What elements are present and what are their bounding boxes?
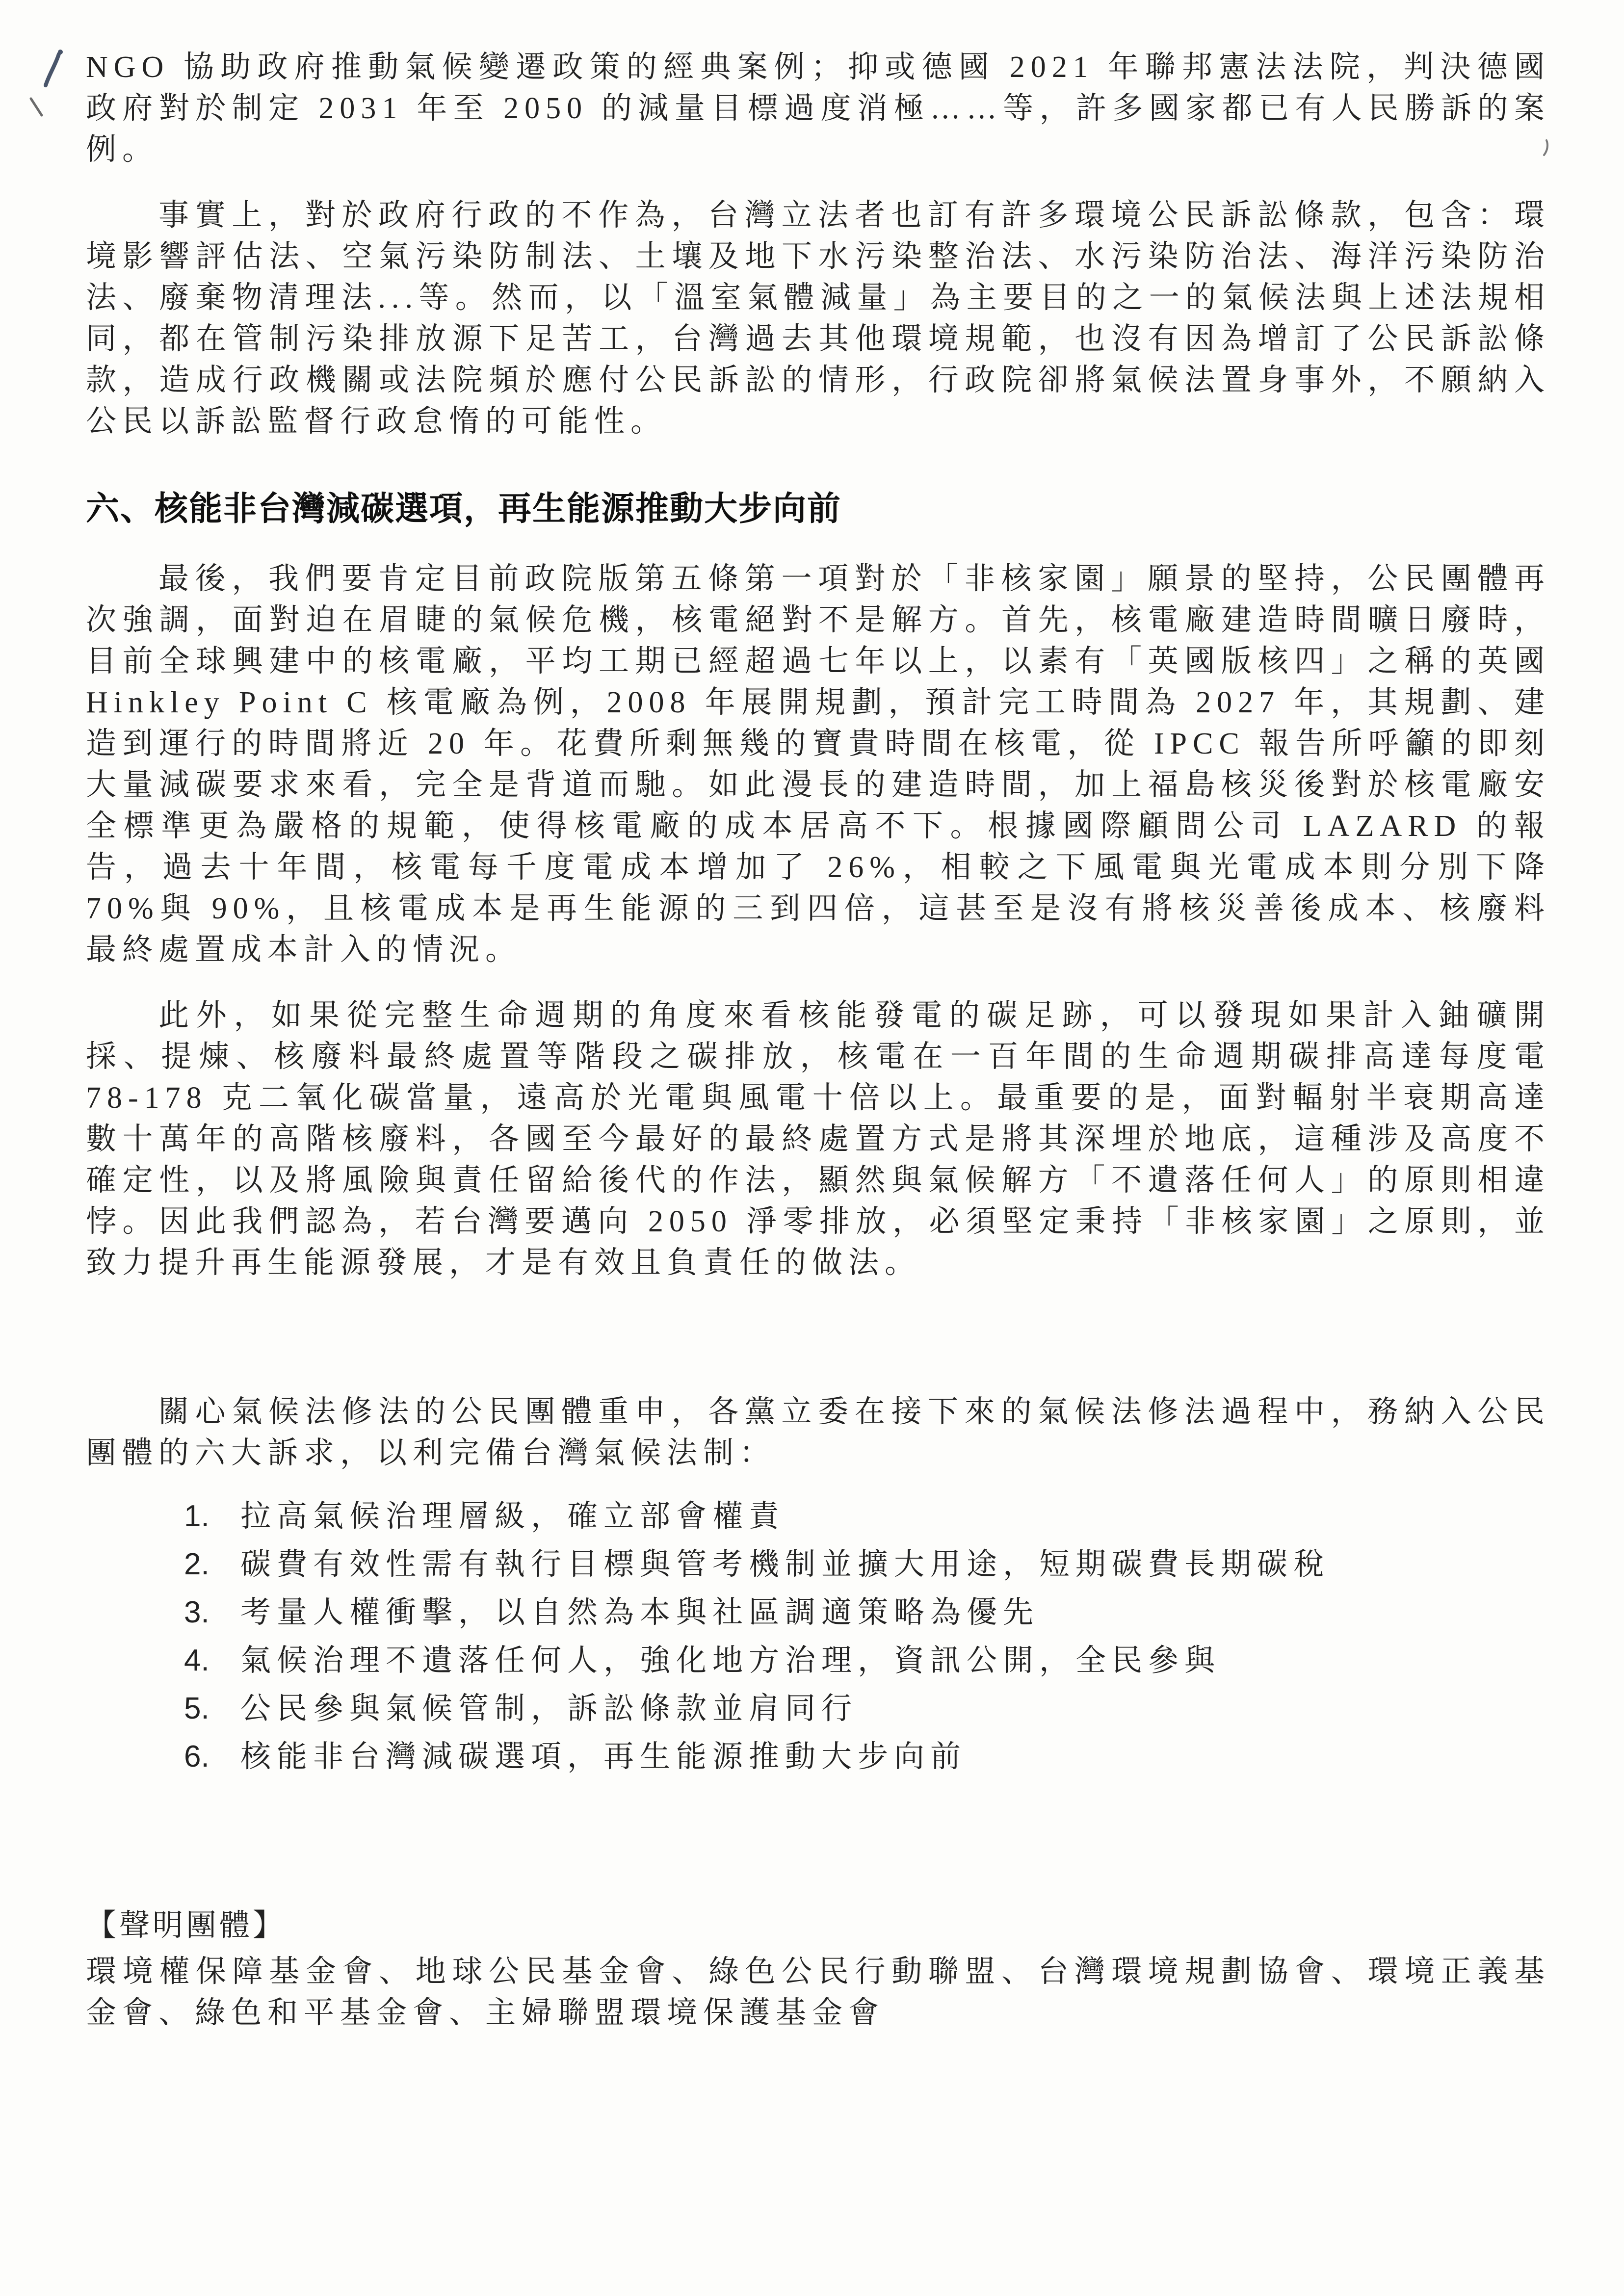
demand-number: 6. (184, 1740, 210, 1774)
statement-section (86, 1905, 1550, 2034)
demand-item-6 (184, 1736, 1550, 1777)
demand-text: 拉高氣候治理層級，確立部會權責 (240, 1500, 786, 1533)
demand-item-2 (184, 1544, 1550, 1585)
paragraph-demands-intro: 關心氣候法修法的公民團體重申，各黨立委在接下來的氣候法修法過程中，務納入公民團體的六大訴求，以利完備台灣氣候法制： (86, 1395, 1550, 1470)
demand-text: 碳費有效性需有執行目標與管考機制並擴大用途，短期碳費長期碳稅 (240, 1548, 1330, 1581)
demand-text: 公民參與氣候管制，訴訟條款並肩同行 (240, 1692, 858, 1725)
statement-groups-list: 環境權保障基金會、地球公民基金會、綠色公民行動聯盟、台灣環境規劃協會、環境正義基金會、綠色和平基金會、主婦聯盟環境保護基金會 (86, 1955, 1550, 2030)
demand-number: 1. (184, 1499, 210, 1533)
demand-number: 3. (184, 1595, 210, 1629)
paragraph-ngo-court-cases: NGO 協助政府推動氣候變遷政策的經典案例；抑或德國 2021 年聯邦憲法法院，判決德國政府對於制定 2031 年至 2050 的減量目標過度消極……等，許多國家都已有人民勝訴的案例。 (86, 51, 1550, 166)
demand-number: 5. (184, 1692, 210, 1725)
demand-number: 4. (184, 1644, 210, 1677)
paragraph-citizen-lawsuit-clauses: 事實上，對於政府行政的不作為，台灣立法者也訂有許多環境公民訴訟條款，包含：環境影響評估法、空氣污染防制法、土壤及地下水污染整治法、水污染防治法、海洋污染防治法、廢棄物清理法...等。然而，以「溫室氣體減量」為主要目的之一的氣候法與上述法規相同，都在管制污染排放源下足苦工，台灣過去其他環境規範，也沒有因為增訂了公民訴訟條款，造成行政機關或法院頻於應付公民訴訟的情形，行政院卻將氣候法置身事外，不願納入公民以訴訟監督行政怠惰的可能性。 (86, 199, 1550, 438)
demand-number: 2. (184, 1547, 210, 1581)
paragraph-nuclear-cost-argument: 最後，我們要肯定目前政院版第五條第一項對於「非核家園」願景的堅持，公民團體再次強調，面對迫在眉睫的氣候危機，核電絕對不是解方。首先，核電廠建造時間曠日廢時，目前全球興建中的核電廠，平均工期已經超過七年以上，以素有「英國版核四」之稱的英國 Hinkley Point C 核電廠為例，2008 年展開規劃，預計完工時間為 2027 年，其規劃、建造到運行的時間將近 20 年。花費所剩無幾的寶貴時間在核電，從 IPCC 報告所呼籲的即刻大量減碳要求來看，完全是背道而馳。如此漫長的建造時間，加上福島核災後對於核電廠安全標準更為嚴格的規範，使得核電廠的成本居高不下。根據國際顧問公司 LAZARD 的報告，過去十年間，核電每千度電成本增加了 26%，相較之下風電與光電成本則分別下降 70%與 90%，且核電成本是再生能源的三到四倍，這甚至是沒有將核災善後成本、核廢料最終處置成本計入的情況。 (86, 562, 1550, 966)
demand-item-3 (184, 1592, 1550, 1633)
demand-text: 核能非台灣減碳選項，再生能源推動大步向前 (240, 1740, 967, 1774)
section-heading-nuclear: 六、核能非台灣減碳選項，再生能源推動大步向前 (86, 490, 842, 527)
demand-text: 氣候治理不遺落任何人，強化地方治理，資訊公開，全民參與 (240, 1644, 1221, 1677)
demand-list (86, 1496, 1550, 1777)
paragraph-lifecycle-carbon-footprint: 此外，如果從完整生命週期的角度來看核能發電的碳足跡，可以發現如果計入鈾礦開採、提煉、核廢料最終處置等階段之碳排放，核電在一百年間的生命週期碳排高達每度電 78-178 克二氧化碳當量，遠高於光電與風電十倍以上。最重要的是，面對輻射半衰期高達數十萬年的高階核廢料，各國至今最好的最終處置方式是將其深埋於地底，這種涉及高度不確定性，以及將風險與責任留給後代的作法，顯然與氣候解方「不遺落任何人」的原則相違悖。因此我們認為，若台灣要邁向 2050 淨零排放，必須堅定秉持「非核家園」之原則，並致力提升再生能源發展，才是有效且負責任的做法。 (86, 999, 1550, 1279)
demand-item-5 (184, 1688, 1550, 1729)
tick-mark-artifact (27, 96, 48, 121)
demand-text: 考量人權衝擊，以自然為本與社區調適策略為優先 (240, 1596, 1040, 1629)
demand-item-1 (184, 1496, 1550, 1537)
demand-item-4 (184, 1640, 1550, 1681)
statement-groups-label: 【聲明團體】 (86, 1909, 287, 1942)
document-content (86, 47, 1550, 2034)
pen-mark-artifact (39, 49, 69, 93)
